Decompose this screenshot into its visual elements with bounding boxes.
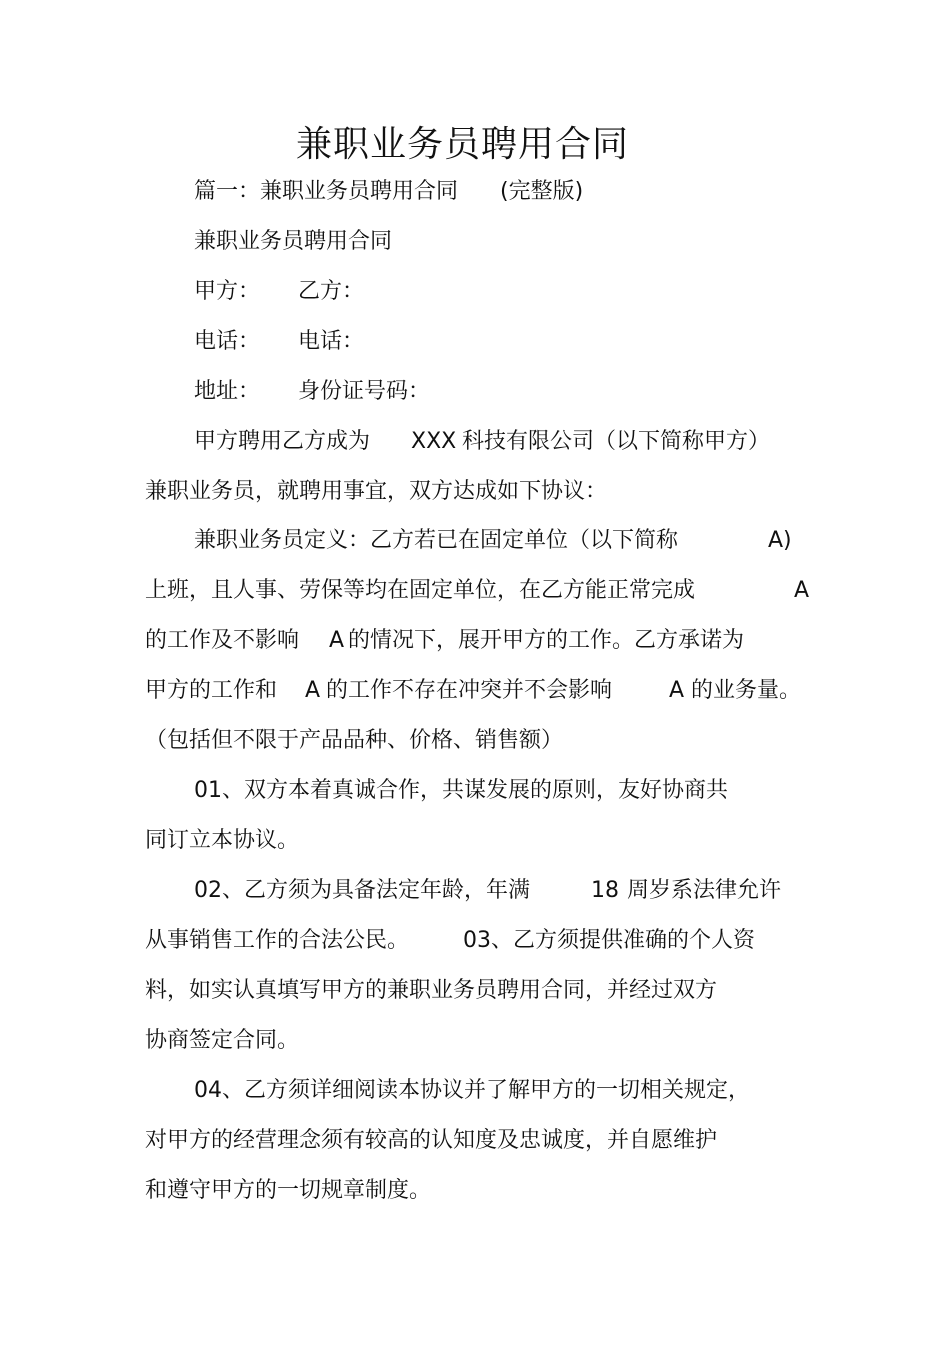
clause-02-line-4: 协商签定合同。	[145, 1028, 300, 1053]
intro-text-1c: 科技有限公司（以下简称甲方）	[462, 429, 771, 454]
definition-text-4d: A	[669, 678, 685, 703]
address-label: 地址：	[194, 379, 261, 404]
clause-02-text-1c: 周岁系法律允许	[627, 878, 782, 903]
definition-text-4c: 的工作不存在冲突并不会影响	[326, 678, 613, 703]
party-a-label: 甲方：	[194, 279, 261, 304]
clause-02-text-2a: 从事销售工作的合法公民。	[145, 928, 410, 953]
definition-text-4a: 甲方的工作和	[145, 678, 278, 703]
clause-02-age: 18	[591, 878, 619, 903]
clause-04-line-3: 和遵守甲方的一切规章制度。	[145, 1178, 432, 1203]
clause-04-line-1: 04、乙方须详细阅读本协议并了解甲方的一切相关规定，	[194, 1078, 750, 1103]
definition-text-4e: 的业务量。	[691, 678, 802, 703]
contract-heading: 兼职业务员聘用合同	[194, 229, 393, 254]
clause-03-number: 03	[463, 928, 491, 953]
definition-text-4b: A	[305, 678, 321, 703]
clause-03-text: 、乙方须提供准确的个人资	[491, 928, 756, 953]
definition-text-3a: 的工作及不影响	[145, 628, 300, 653]
clause-02-text-1a: 02、乙方须为具备法定年龄，年满	[194, 878, 530, 903]
phone-a-label: 电话：	[194, 329, 261, 354]
phone-b-label: 电话：	[298, 329, 365, 354]
intro-line-2: 兼职业务员，就聘用事宜，双方达成如下协议：	[145, 479, 608, 504]
document-title: 兼职业务员聘用合同	[295, 124, 629, 165]
clause-01-line-1: 01、双方本着真诚合作，共谋发展的原则，友好协商共	[194, 778, 728, 803]
definition-line-5: （包括但不限于产品品种、价格、销售额）	[145, 728, 564, 753]
clause-04-line-2: 对甲方的经营理念须有较高的认知度及忠诚度，并自愿维护	[145, 1128, 718, 1153]
definition-text-3c: 的情况下，展开甲方的工作。乙方承诺为	[348, 628, 745, 653]
clause-02-line-3: 料，如实认真填写甲方的兼职业务员聘用合同，并经过双方	[145, 978, 718, 1003]
definition-text-2a: 上班，且人事、劳保等均在固定单位，在乙方能正常完成	[145, 578, 696, 603]
definition-text-1b: A)	[768, 528, 792, 553]
id-number-label: 身份证号码：	[298, 379, 431, 404]
intro-company-code: XXX	[411, 429, 457, 454]
definition-text-2b: A	[794, 578, 810, 603]
definition-text-1a: 兼职业务员定义：乙方若已在固定单位（以下简称	[194, 528, 679, 553]
subtitle-text: 篇一：兼职业务员聘用合同	[194, 179, 459, 204]
party-b-label: 乙方：	[298, 279, 365, 304]
clause-01-line-2: 同订立本协议。	[145, 828, 300, 853]
definition-text-3b: A	[329, 628, 345, 653]
subtitle-suffix: (完整版)	[500, 179, 584, 204]
intro-text-1a: 甲方聘用乙方成为	[194, 429, 371, 454]
